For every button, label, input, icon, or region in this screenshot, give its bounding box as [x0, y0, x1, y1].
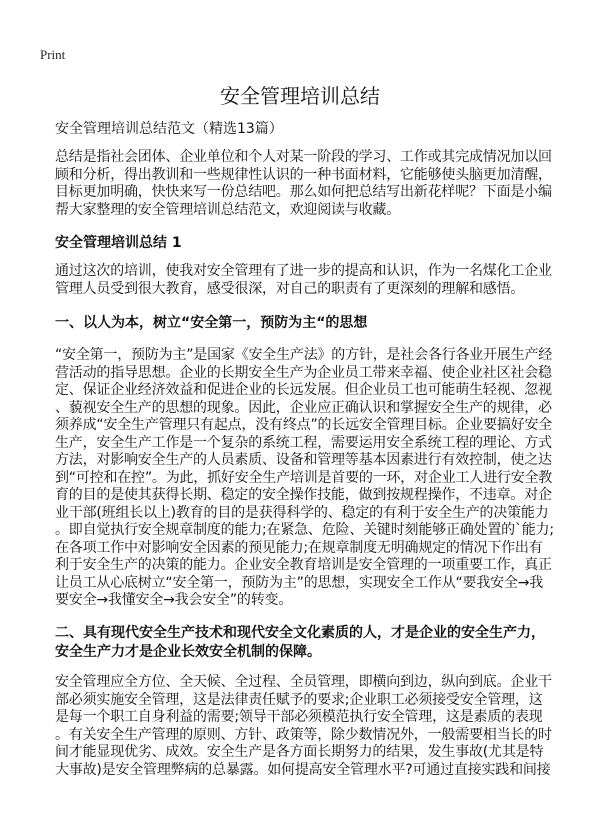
heading-line: 安全生产力才是企业长效安全机制的保障。 — [55, 644, 321, 660]
text-line: 须养成“安全生产管理只有起点，没有终点”的长远安全管理目标。企业要搞好安全 — [55, 417, 553, 433]
text-line: 让员工从心底树立“安全第一，预防为主”的思想，实现安全工作从“要我安全→我 — [55, 574, 544, 591]
text-line: 间才能显现优劣、成效。安全生产是各方面长期努力的结果，发生事故(尤其是特 — [55, 744, 544, 760]
text-line: 育的目的是使其获得长期、稳定的安全操作技能，做到按规程操作，不违章。对企 — [55, 487, 552, 503]
heading-line: 二、具有现代安全生产技术和现代安全文化素质的人，才是企业的安全生产力， — [55, 625, 545, 641]
text-line: 目标更加明确，快快来写一份总结吧。那么如何把总结写出新花样呢？下面是小编 — [55, 184, 552, 200]
heading-one: 一、以人为本，树立“安全第一，预防为主“的思想 — [55, 315, 368, 331]
heading-two — [55, 624, 555, 662]
text-line: 业干部(班组长以上)教育的目的是获得科学的、稳定的有利于安全生产的决策能力 — [55, 504, 549, 521]
text-line: 。即自觉执行安全规章制度的能力;在紧急、危险、关键时刻能够正确处置的`能力; — [55, 522, 554, 538]
paragraph-two — [55, 674, 555, 779]
text-line: 通过这次的培训，使我对安全管理有了进一步的提高和认识，作为一名煤化工企业 — [55, 263, 552, 279]
text-line: 部必须实施安全管理，这是法律责任赋予的要求;企业职工必须接受安全管理，这 — [55, 691, 543, 708]
section-intro-paragraph — [55, 263, 555, 298]
text-line: 是每一个职工自身利益的需要;领导干部必须模范执行安全管理，这是素质的表现 — [55, 709, 543, 725]
text-line: “安全第一，预防为主”是国家《安全生产法》的方针，是社会各行各业开展生产经 — [55, 347, 553, 363]
text-line: 生产，安全生产工作是一个复杂的系统工程，需要运用安全系统工程的理论、方式 — [55, 434, 552, 451]
text-line: 利于安全生产的决策的能力。企业安全教育培训是安全管理的一项重要工作，真正 — [55, 557, 552, 573]
text-line: 要安全→我懂安全→我会安全”的转变。 — [55, 592, 293, 608]
text-line: 总结是指社会团体、企业单位和个人对某一阶段的学习、工作或其完成情况加以回 — [55, 149, 552, 165]
text-line: 管理人员受到很大教育，感受很深，对自己的职责有了更深刻的理解和感悟。 — [55, 280, 525, 297]
text-line: 定、保证企业经济效益和促进企业的长远发展。但企业员工也可能萌生轻视、忽视 — [55, 382, 552, 398]
text-line: 大事故)是安全管理弊病的总暴露。如何提高安全管理水平?可通过直接实践和间接 — [55, 761, 551, 778]
text-line: 顾和分析，得出教训和一些规律性认识的一种书面材料，它能够使头脑更加清醒， — [55, 166, 552, 183]
text-line: 到“可控和在控”。为此，抓好安全生产培训是首要的一环，对企业工人进行安全教 — [55, 469, 553, 486]
page-title: 安全管理培训总结 — [220, 84, 380, 108]
text-line: 方法，对影响安全生产的人员素质、设备和管理等基本因素进行有效控制，使之达 — [55, 452, 552, 468]
paragraph-one — [55, 347, 555, 610]
text-line: 在各项工作中对影响安全因素的预见能力;在规章制度无明确规定的情况下作出有 — [55, 539, 543, 556]
section-heading: 安全管理培训总结 1 — [55, 235, 182, 251]
print-link[interactable]: Print — [40, 47, 66, 62]
text-line: 。有关安全生产管理的原则、方针、政策等，除少数情况外，一般需要相当长的时 — [55, 726, 552, 743]
text-line: 帮大家整理的安全管理培训总结范文，欢迎阅读与收藏。 — [55, 201, 400, 218]
subtitle: 安全管理培训总结范文（精选13篇） — [55, 121, 283, 137]
intro-paragraph — [55, 149, 555, 219]
text-line: 营活动的指导思想。企业的长期安全生产为企业员工带来幸福、使企业社区社会稳 — [55, 364, 552, 381]
text-line: 、藐视安全生产的思想的现象。因此，企业应正确认识和掌握安全生产的规律，必 — [55, 399, 552, 416]
text-line: 安全管理应全方位、全天候、全过程、全员管理，即横向到边，纵向到底。企业干 — [55, 674, 552, 690]
